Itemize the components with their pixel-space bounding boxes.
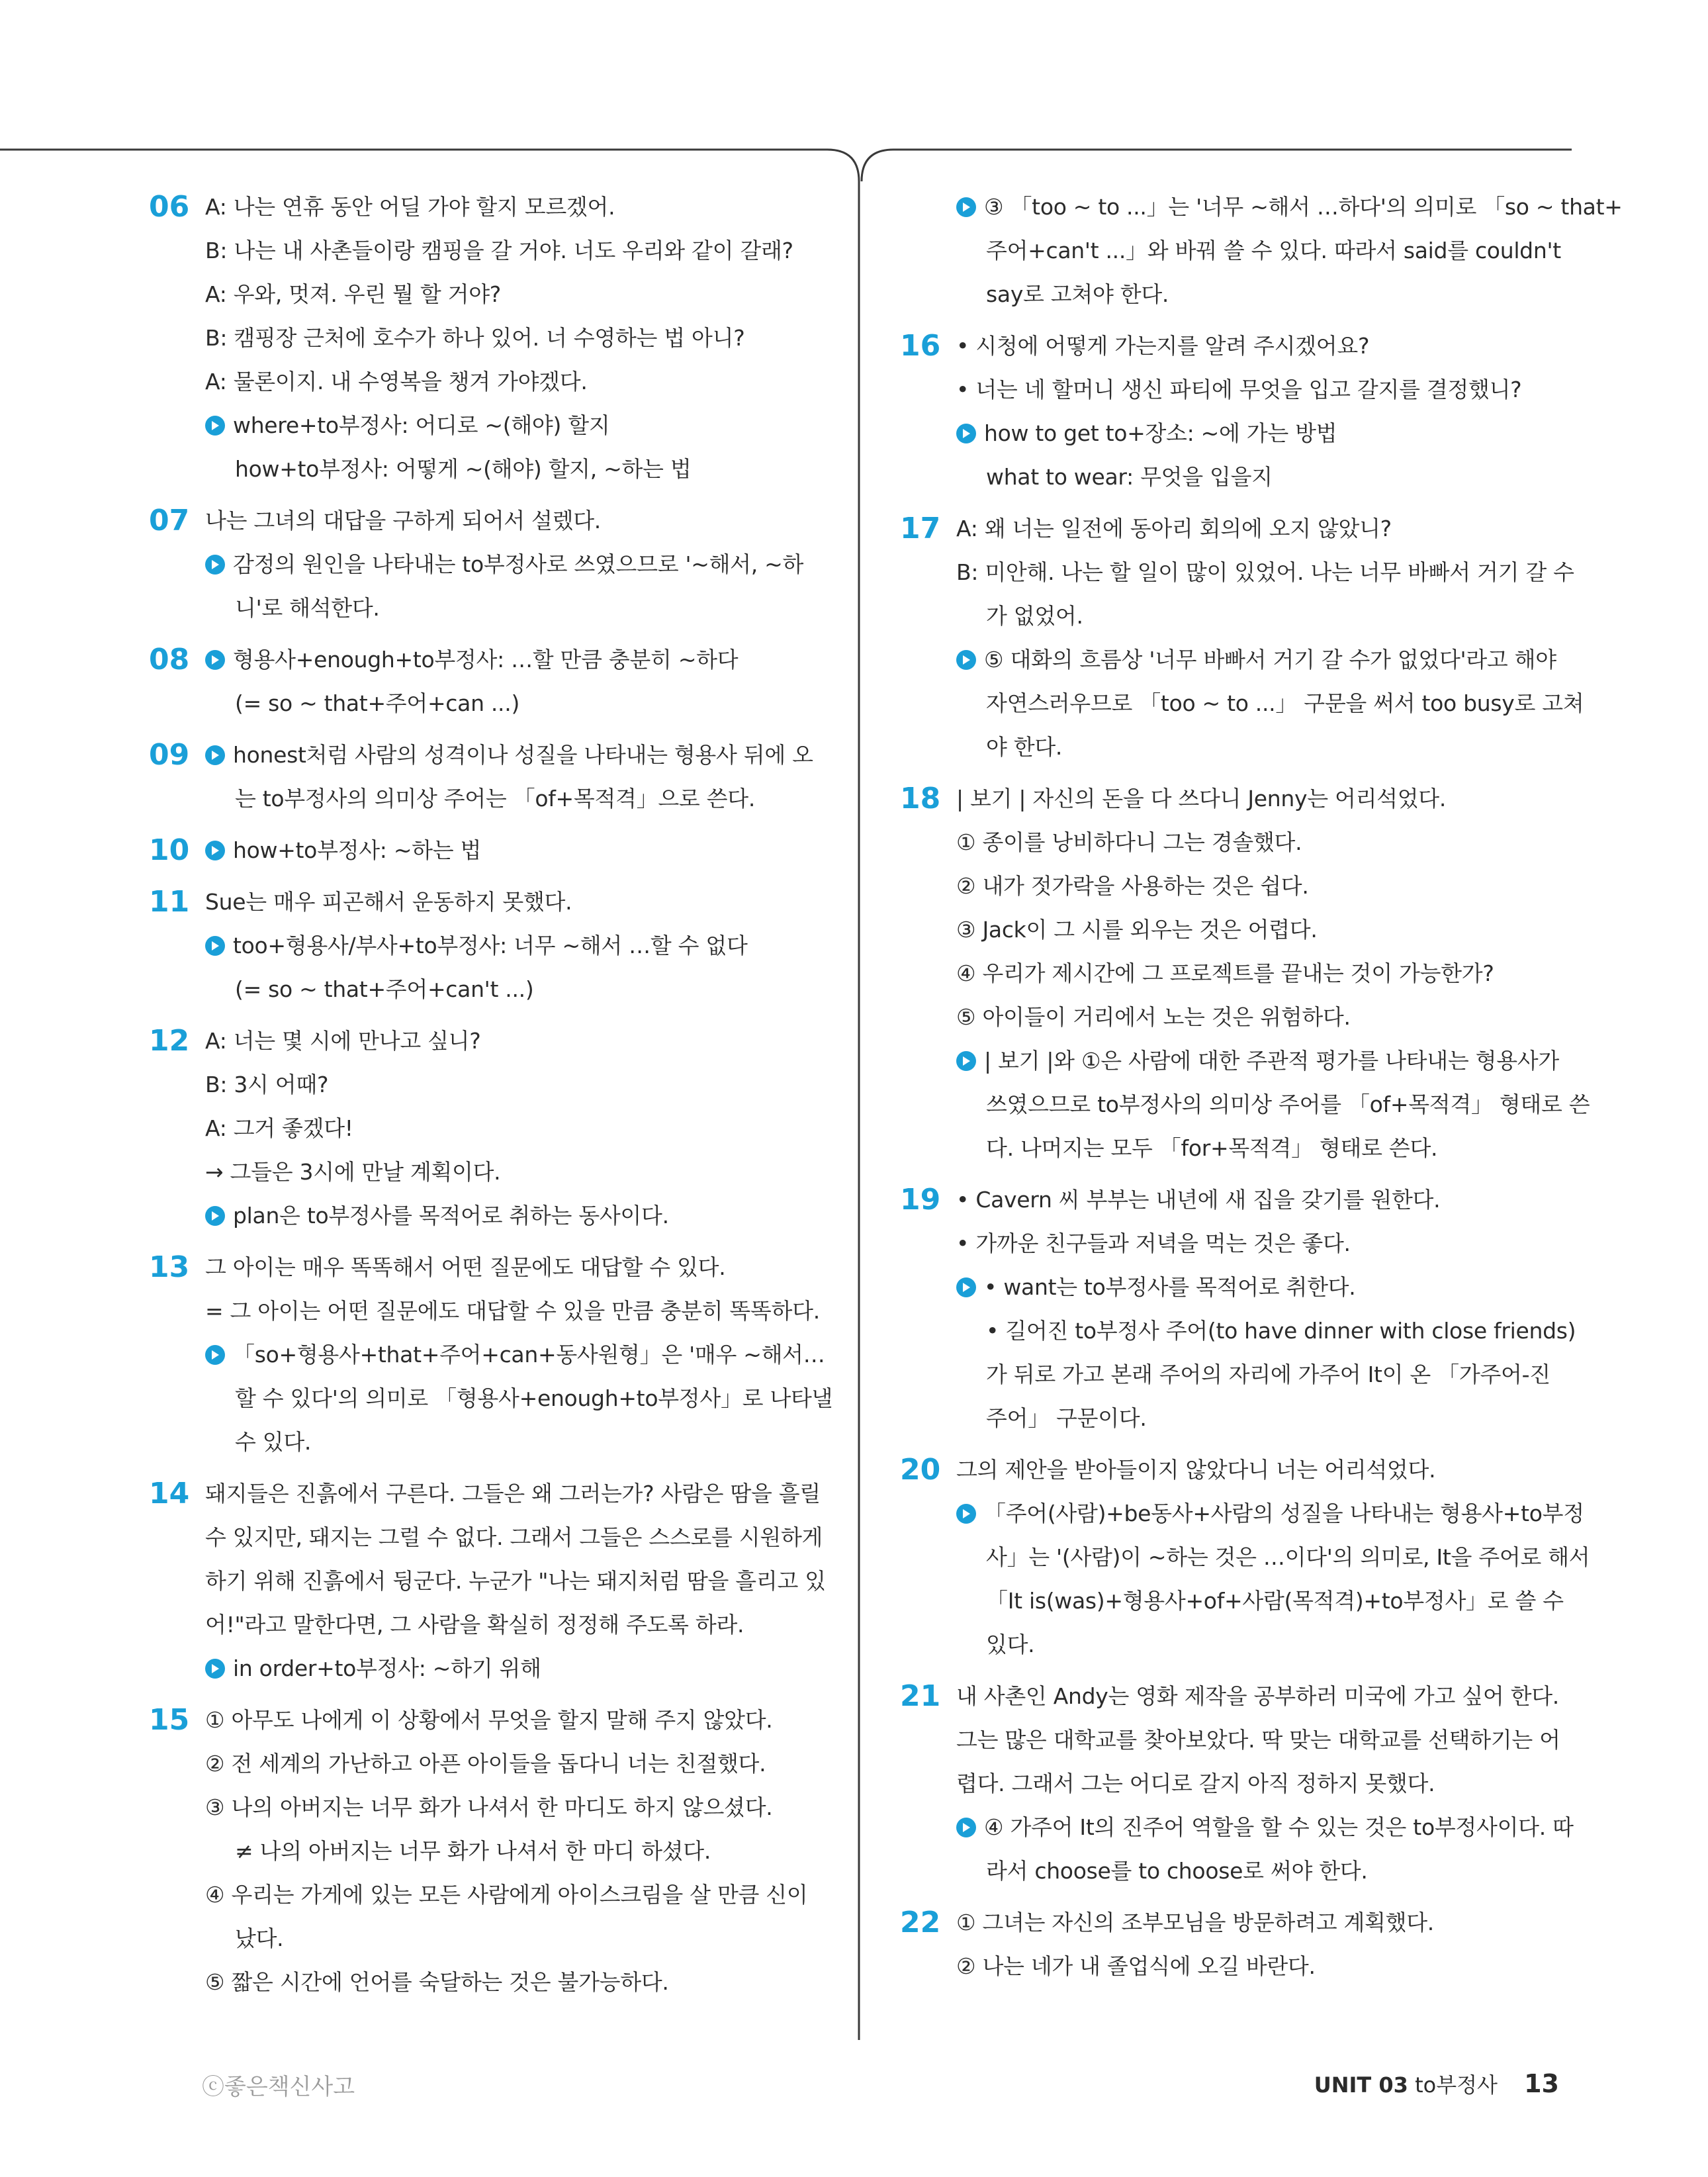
line-text: • 너는 네 할머니 생신 파티에 무엇을 입고 갈지를 결정했니? — [956, 377, 1522, 402]
explanation-marker-icon — [205, 416, 225, 436]
line-text: what to wear: 무엇을 입을지 — [986, 464, 1273, 490]
explanation-marker-icon — [956, 1818, 976, 1837]
explanation-line — [205, 1333, 824, 1377]
text-line — [205, 1698, 824, 1742]
line-text: A: 너는 몇 시에 만나고 싶니? — [205, 1028, 481, 1054]
continuation-line — [205, 586, 824, 630]
line-text: say로 고쳐야 한다. — [986, 281, 1169, 307]
line-text: 형용사+enough+to부정사: …할 만큼 충분히 ~하다 — [233, 647, 739, 672]
line-text: 다. 나머지는 모두 「for+목적격」 형태로 쓴다. — [986, 1135, 1438, 1161]
question-07 — [149, 499, 824, 630]
line-text: A: 그거 좋겠다! — [205, 1115, 353, 1141]
line-text: 있다. — [986, 1632, 1035, 1657]
question-number: 10 — [149, 833, 190, 867]
text-line — [205, 1742, 824, 1786]
question-08 — [149, 638, 824, 725]
line-text: 하기 위해 진흙에서 뒹군다. 누군가 "나는 돼지처럼 땀을 흘리고 있 — [205, 1568, 826, 1594]
question-number: 22 — [900, 1906, 941, 1939]
line-text: 그는 많은 대학교를 찾아보았다. 딱 맞는 대학교를 선택하기는 어 — [956, 1727, 1560, 1753]
text-line — [956, 777, 1562, 821]
explanation-line — [956, 185, 1623, 229]
explanation-line — [956, 1266, 1562, 1309]
text-line — [205, 360, 824, 404]
explanation-line — [205, 1194, 824, 1238]
question-19 — [900, 1178, 1576, 1440]
page-number: 13 — [1524, 2069, 1559, 2098]
question-number: 08 — [149, 643, 190, 676]
line-text: | 보기 |와 ①은 사람에 대한 주관적 평가를 나타내는 형용사가 — [984, 1048, 1559, 1074]
question-number: 15 — [149, 1703, 190, 1737]
line-text: 사」는 '(사람)이 ~하는 것은 …이다'의 의미로, It을 주어로 해서 — [986, 1544, 1590, 1570]
text-line — [956, 996, 1562, 1039]
line-text: 는 to부정사의 의미상 주어는 「of+목적격」으로 쓴다. — [235, 786, 756, 811]
text-line — [205, 880, 824, 924]
line-text: where+to부정사: 어디로 ~(해야) 할지 — [233, 412, 610, 438]
text-line — [956, 368, 1562, 412]
question-16 — [900, 324, 1562, 499]
line-text: 주어+can't ...」와 바꿔 쓸 수 있다. 따라서 said를 couldn't — [986, 238, 1561, 263]
line-text: B: 3시 어때? — [205, 1072, 329, 1097]
line-text: 나는 그녀의 대답을 구하게 되어서 설렜다. — [205, 508, 601, 533]
question-number: 19 — [900, 1183, 941, 1217]
text-line — [205, 1786, 824, 1830]
line-text: 야 한다. — [986, 734, 1063, 760]
explanation-marker-icon — [205, 745, 225, 765]
line-text: 그의 제안을 받아들이지 않았다니 너는 어리석었다. — [956, 1457, 1436, 1483]
explanation-line — [956, 412, 1562, 455]
continuation-line — [956, 1083, 1590, 1127]
continuation-line — [956, 1579, 1562, 1623]
question-number: 06 — [149, 190, 190, 224]
text-line — [956, 324, 1562, 368]
line-text: ③ 나의 아버지는 너무 화가 나셔서 한 마디도 하지 않으셨다. — [205, 1794, 773, 1820]
continuation-line — [205, 968, 824, 1011]
line-text: 렵다. 그래서 그는 어디로 갈지 아직 정하지 못했다. — [956, 1771, 1435, 1796]
line-text: 돼지들은 진흙에서 구른다. 그들은 왜 그러는가? 사람은 땀을 흘릴 — [205, 1481, 821, 1506]
text-line — [205, 1019, 824, 1063]
text-line — [205, 229, 824, 273]
continuation-line — [956, 1536, 1590, 1579]
line-text: 감정의 원인을 나타내는 to부정사로 쓰였으므로 '~해서, ~하 — [233, 551, 804, 577]
line-text: ④ 가주어 It의 진주어 역할을 할 수 있는 것은 to부정사이다. 따 — [984, 1814, 1574, 1840]
text-line — [956, 1178, 1562, 1222]
line-text: (= so ~ that+주어+can ...) — [235, 690, 520, 716]
text-line — [205, 273, 824, 316]
question-12 — [149, 1019, 824, 1238]
question-09 — [149, 733, 824, 821]
question-number: 07 — [149, 504, 190, 537]
explanation-line — [205, 1647, 824, 1691]
question-number: 09 — [149, 738, 190, 772]
explanation-line — [956, 1492, 1584, 1536]
text-line — [956, 1901, 1562, 1945]
line-text: ④ 우리는 가게에 있는 모든 사람에게 아이스크림을 살 만큼 신이 — [205, 1882, 808, 1908]
question-number: 21 — [900, 1679, 941, 1713]
line-text: too+형용사/부사+to부정사: 너무 ~해서 …할 수 없다 — [233, 933, 748, 958]
question-number: 16 — [900, 329, 941, 363]
unit-label: UNIT 03 — [1314, 2072, 1408, 2098]
line-text: plan은 to부정사를 목적어로 취하는 동사이다. — [233, 1203, 669, 1228]
question-17 — [900, 507, 1584, 769]
explanation-line — [205, 638, 824, 682]
text-line — [205, 1289, 824, 1333]
line-text: 수 있다. — [235, 1429, 312, 1455]
continuation-line — [956, 1309, 1576, 1353]
line-text: ≠ 나의 아버지는 너무 화가 나셔서 한 마디 하셨다. — [235, 1838, 711, 1864]
continuation-line — [205, 682, 824, 725]
line-text: 「주어(사람)+be동사+사람의 성질을 나타내는 형용사+to부정 — [984, 1501, 1584, 1526]
line-text: ③ 「too ~ to ...」는 '너무 ~해서 …하다'의 의미로 「so ~ that+ — [984, 194, 1623, 220]
question-06 — [149, 185, 824, 491]
text-line — [956, 1448, 1562, 1492]
line-text: • 가까운 친구들과 저녁을 먹는 것은 좋다. — [956, 1230, 1351, 1256]
line-text: 내 사촌인 Andy는 영화 제작을 공부하러 미국에 가고 싶어 한다. — [956, 1683, 1559, 1709]
continuation-line — [956, 594, 1562, 638]
continuation-line — [205, 1917, 824, 1961]
text-line — [956, 1762, 1562, 1806]
continuation-line — [956, 1849, 1562, 1893]
line-text: 쓰였으므로 to부정사의 의미상 주어를 「of+목적격」 형태로 쓴 — [986, 1091, 1590, 1117]
continuation-line — [205, 777, 824, 821]
line-text: • Cavern 씨 부부는 내년에 새 집을 갖기를 원한다. — [956, 1187, 1441, 1213]
question-20 — [900, 1448, 1590, 1667]
line-text: 「It is(was)+형용사+of+사람(목적격)+to부정사」로 쓸 수 — [986, 1588, 1564, 1614]
text-line — [205, 1873, 824, 1917]
explanation-marker-icon — [956, 650, 976, 670]
line-text: = 그 아이는 어떤 질문에도 대답할 수 있을 만큼 충분히 똑똑하다. — [205, 1298, 820, 1324]
continuation-line — [956, 1623, 1562, 1667]
line-text: how+to부정사: ~하는 법 — [233, 837, 482, 863]
explanation-marker-icon — [956, 197, 976, 217]
explanation-line — [205, 829, 824, 872]
text-line — [956, 1222, 1562, 1266]
question-number: 14 — [149, 1477, 190, 1510]
question-number: 17 — [900, 512, 941, 545]
line-text: ⑤ 짧은 시간에 언어를 숙달하는 것은 불가능하다. — [205, 1969, 669, 1995]
explanation-marker-icon — [205, 936, 225, 956]
text-line — [205, 1961, 824, 2004]
explanation-line — [205, 924, 824, 968]
line-text: B: 미안해. 나는 할 일이 많이 있었어. 나는 너무 바빠서 거기 갈 수 — [956, 559, 1574, 585]
line-text: in order+to부정사: ~하기 위해 — [233, 1655, 541, 1681]
continuation-line — [956, 725, 1562, 769]
line-text: ⑤ 대화의 흐름상 '너무 바빠서 거기 갈 수가 없었다'라고 해야 — [984, 647, 1556, 672]
left-column — [149, 185, 833, 2012]
text-line — [956, 908, 1562, 952]
explanation-marker-icon — [205, 555, 225, 575]
line-text: 주어」 구문이다. — [986, 1405, 1147, 1431]
line-text: A: 물론이지. 내 수영복을 챙겨 가야겠다. — [205, 369, 588, 394]
unit-topic: to부정사 — [1415, 2072, 1498, 2098]
question-number: 12 — [149, 1024, 190, 1058]
publisher-credit: ⓒ좋은책신사고 — [202, 2074, 355, 2100]
line-text: • want는 to부정사를 목적어로 취한다. — [984, 1274, 1356, 1300]
text-line — [205, 316, 824, 360]
text-line — [205, 1246, 824, 1289]
line-text: 할 수 있다'의 의미로 「형용사+enough+to부정사」로 나타낼 — [235, 1385, 833, 1411]
line-text: Sue는 매우 피곤해서 운동하지 못했다. — [205, 889, 572, 915]
line-text: 니'로 해석한다. — [235, 595, 380, 621]
line-text: • 시청에 어떻게 가는지를 알려 주시겠어요? — [956, 333, 1370, 359]
text-line — [205, 1603, 824, 1647]
text-line — [205, 1107, 824, 1150]
explanation-marker-icon — [205, 650, 225, 670]
continuation-line — [205, 447, 824, 491]
question-number: 13 — [149, 1250, 190, 1284]
line-text: honest처럼 사람의 성격이나 성질을 나타내는 형용사 뒤에 오 — [233, 742, 813, 768]
explanation-line — [956, 638, 1562, 682]
line-text: 그 아이는 매우 똑똑해서 어떤 질문에도 대답할 수 있다. — [205, 1254, 726, 1280]
continuation-line — [205, 1377, 833, 1420]
question-21 — [900, 1675, 1574, 1893]
page-footer — [1314, 2068, 1559, 2099]
continuation-line — [956, 1397, 1562, 1440]
line-text: (= so ~ that+주어+can't ...) — [235, 976, 534, 1002]
explanation-marker-icon — [205, 1659, 225, 1679]
line-text: ① 그녀는 자신의 조부모님을 방문하려고 계획했다. — [956, 1910, 1434, 1935]
question-18 — [900, 777, 1590, 1170]
continuation-line — [956, 229, 1562, 273]
line-text: 가 뒤로 가고 본래 주어의 자리에 가주어 It이 온 「가주어-진 — [986, 1362, 1551, 1387]
continuation-line — [956, 682, 1584, 725]
explanation-line — [205, 733, 824, 777]
line-text: 자연스러우므로 「too ~ to ...」 구문을 써서 too busy로 고쳐 — [986, 690, 1584, 716]
text-line — [205, 1063, 824, 1107]
explanation-line — [956, 1806, 1574, 1849]
right-column — [900, 185, 1623, 1996]
line-text: | 보기 | 자신의 돈을 다 쓰다니 Jenny는 어리석었다. — [956, 786, 1447, 811]
text-line — [956, 1718, 1562, 1762]
line-text: ② 나는 네가 내 졸업식에 오길 바란다. — [956, 1953, 1316, 1979]
explanation-marker-icon — [956, 424, 976, 443]
question-number: 11 — [149, 885, 190, 919]
line-text: A: 나는 연휴 동안 어딜 가야 할지 모르겠어. — [205, 194, 615, 220]
continuation-line — [956, 455, 1562, 499]
text-line — [205, 1472, 824, 1516]
text-line — [205, 1559, 824, 1603]
text-line — [956, 864, 1562, 908]
question-15 — [149, 1698, 824, 2004]
line-text: ① 종이를 낭비하다니 그는 경솔했다. — [956, 829, 1302, 855]
line-text: ④ 우리가 제시간에 그 프로젝트를 끝내는 것이 가능한가? — [956, 960, 1494, 986]
text-line — [956, 1945, 1562, 1988]
line-text: B: 나는 내 사촌들이랑 캠핑을 갈 거야. 너도 우리와 같이 갈래? — [205, 238, 793, 263]
text-line — [956, 952, 1562, 996]
line-text: ③ Jack이 그 시를 외우는 것은 어렵다. — [956, 917, 1318, 943]
line-text: 라서 choose를 to choose로 써야 한다. — [986, 1858, 1368, 1884]
continuation-line — [956, 1353, 1562, 1397]
question-number: 20 — [900, 1453, 941, 1487]
line-text: how+to부정사: 어떻게 ~(해야) 할지, ~하는 법 — [235, 456, 692, 482]
explanation-marker-icon — [205, 1206, 225, 1226]
line-text: A: 왜 너는 일전에 동아리 회의에 오지 않았니? — [956, 516, 1392, 541]
line-text: 가 없었어. — [986, 603, 1083, 629]
continuation-line — [205, 1830, 824, 1873]
explanation-marker-icon — [956, 1051, 976, 1071]
continuation-line — [956, 1127, 1562, 1170]
question-10 — [149, 829, 824, 872]
line-text: how to get to+장소: ~에 가는 방법 — [984, 420, 1337, 446]
text-line — [205, 1516, 824, 1559]
text-line — [956, 507, 1562, 551]
line-text: 났다. — [235, 1925, 284, 1951]
explanation-line — [205, 404, 824, 447]
explanation-line — [956, 1039, 1562, 1083]
text-line — [956, 1675, 1562, 1718]
question-11 — [149, 880, 824, 1011]
line-text: 어!"라고 말한다면, 그 사람을 확실히 정정해 주도록 하라. — [205, 1612, 744, 1638]
explanation-marker-icon — [956, 1277, 976, 1297]
continuation-line — [956, 273, 1562, 316]
text-line — [205, 1150, 824, 1194]
line-text: ⑤ 아이들이 거리에서 노는 것은 위험하다. — [956, 1004, 1351, 1030]
question-number: 18 — [900, 782, 941, 815]
question-13 — [149, 1246, 833, 1464]
text-line — [205, 185, 824, 229]
line-text: → 그들은 3시에 만날 계획이다. — [205, 1159, 501, 1185]
explanation-marker-icon — [205, 841, 225, 860]
explanation-line — [205, 543, 824, 586]
line-text: ② 내가 젓가락을 사용하는 것은 쉽다. — [956, 873, 1309, 899]
question-14 — [149, 1472, 824, 1691]
explanation-marker-icon — [205, 1345, 225, 1365]
line-text: A: 우와, 멋져. 우린 뭘 할 거야? — [205, 281, 502, 307]
line-text: 수 있지만, 돼지는 그럴 수 없다. 그래서 그들은 스스로를 시원하게 — [205, 1524, 823, 1550]
text-line — [956, 551, 1574, 594]
text-line — [956, 821, 1562, 864]
line-text: 「so+형용사+that+주어+can+동사원형」은 '매우 ~해서… — [233, 1342, 825, 1367]
line-text: B: 캠핑장 근처에 호수가 하나 있어. 너 수영하는 법 아니? — [205, 325, 745, 351]
line-text: • 길어진 to부정사 주어(to have dinner with close friends) — [986, 1318, 1576, 1344]
line-text: ② 전 세계의 가난하고 아픈 아이들을 돕다니 너는 친절했다. — [205, 1751, 766, 1777]
explanation-marker-icon — [956, 1504, 976, 1524]
continuation-line — [205, 1420, 824, 1464]
line-text: ① 아무도 나에게 이 상황에서 무엇을 할지 말해 주지 않았다. — [205, 1707, 773, 1733]
question-cont — [900, 185, 1623, 316]
text-line — [205, 499, 824, 543]
question-22 — [900, 1901, 1562, 1988]
